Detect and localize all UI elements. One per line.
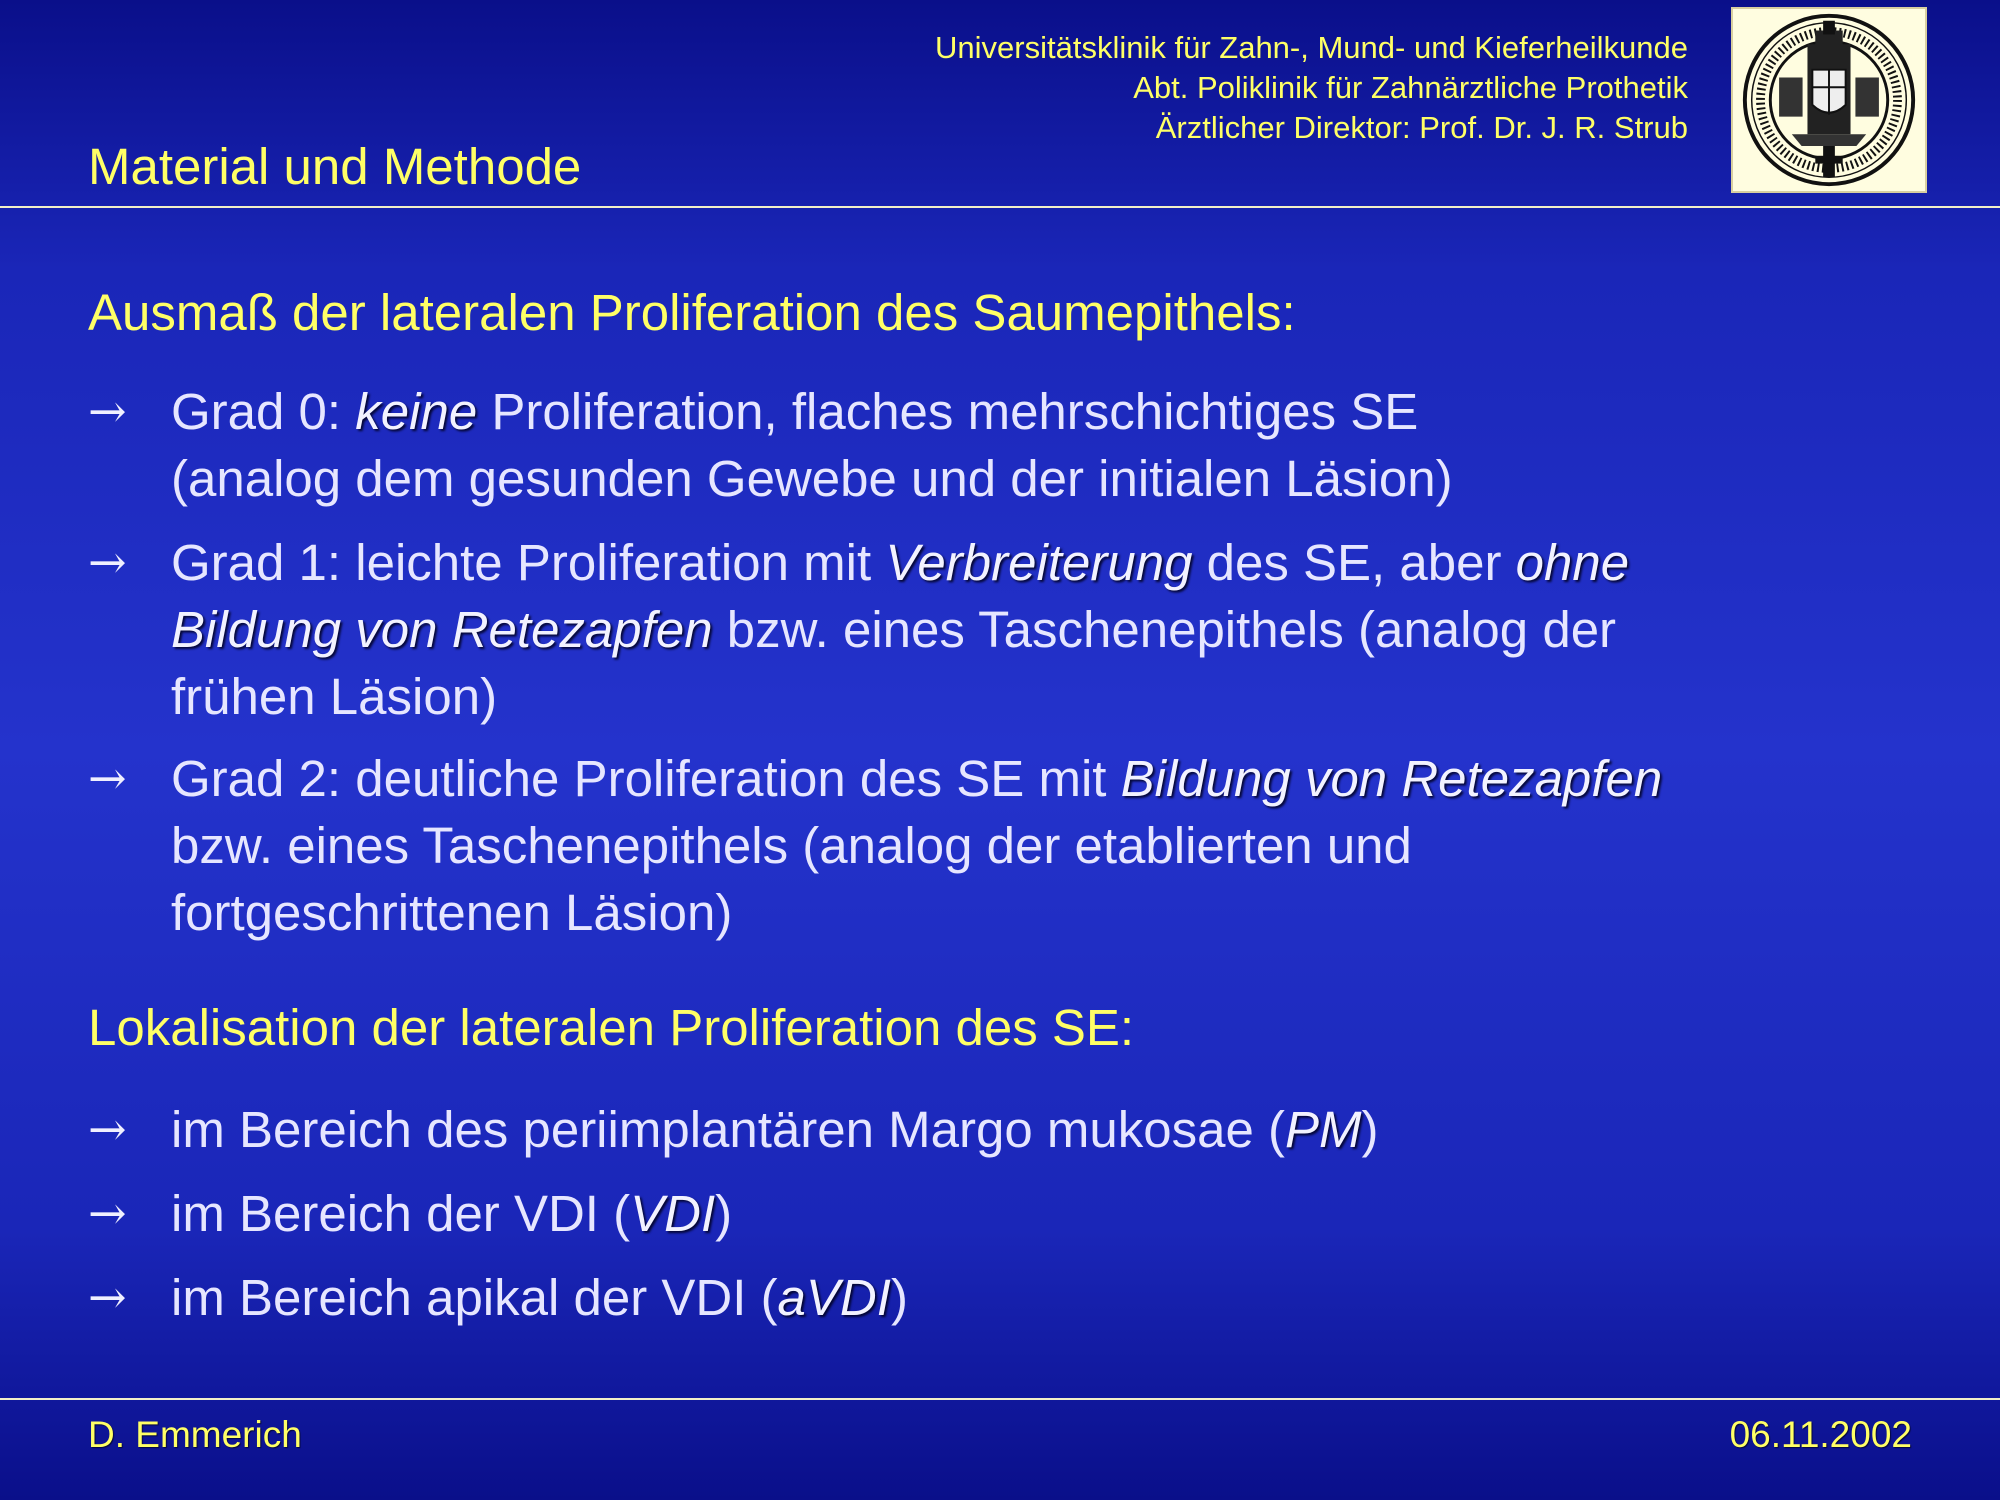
text-segment: bzw. eines Taschenepithels (analog der: [712, 601, 1617, 658]
text-segment: frühen Läsion): [171, 668, 498, 725]
department-name: Abt. Poliklinik für Zahnärztliche Prothetik: [1133, 70, 1688, 105]
clinic-info: [935, 28, 1688, 148]
footer-date: 06.11.2002: [1729, 1414, 1912, 1455]
bullet-grade-0: [88, 378, 1908, 512]
emphasized-text: ohne: [1515, 534, 1630, 591]
bullet-text: [171, 1264, 1908, 1331]
header-divider: [0, 206, 2000, 208]
text-segment: ): [1361, 1101, 1379, 1158]
text-segment: (analog dem gesunden Gewebe und der initialen Läsion): [171, 450, 1453, 507]
bullet-text: [171, 1096, 1908, 1163]
slide-title: Material und Methode: [88, 138, 582, 195]
text-line: [171, 879, 1908, 946]
arrow-right-icon: →: [88, 1102, 127, 1156]
arrow-right-icon: →: [88, 1270, 127, 1324]
text-segment: im Bereich des periimplantären Margo mukosae (: [171, 1101, 1285, 1158]
bullet-grade-2: [88, 745, 1908, 946]
emphasized-text: aVDI: [777, 1269, 891, 1326]
text-segment: Grad 1: leichte Proliferation mit: [171, 534, 886, 591]
text-segment: fortgeschrittenen Läsion): [171, 884, 733, 941]
emphasized-text: VDI: [630, 1185, 716, 1242]
emphasized-text: Verbreiterung: [885, 534, 1193, 591]
footer-divider: [0, 1398, 2000, 1400]
emphasized-text: Bildung von Retezapfen: [171, 601, 713, 658]
emphasized-text: Bildung von Retezapfen: [1120, 750, 1663, 807]
section-heading-proliferation: Ausmaß der lateralen Proliferation des Saumepithels:: [88, 284, 1296, 341]
text-line: [171, 529, 1908, 596]
text-line: [171, 812, 1908, 879]
emphasized-text: keine: [355, 383, 478, 440]
text-segment: des SE, aber: [1192, 534, 1516, 591]
bullet-location-pm: [88, 1096, 1908, 1163]
text-segment: im Bereich apikal der VDI (: [171, 1269, 778, 1326]
arrow-right-icon: →: [88, 751, 127, 805]
text-segment: Grad 2: deutliche Proliferation des SE mit: [171, 750, 1121, 807]
footer-author: D. Emmerich: [88, 1414, 302, 1455]
text-line: [171, 663, 1908, 730]
text-segment: bzw. eines Taschenepithels (analog der etablierten und: [171, 817, 1412, 874]
emphasized-text: PM: [1284, 1101, 1362, 1158]
bullet-text: [171, 529, 1908, 730]
section-heading-localisation: Lokalisation der lateralen Proliferation des SE:: [88, 999, 1135, 1056]
university-seal-icon: [1731, 7, 1927, 193]
text-line: [171, 445, 1908, 512]
text-segment: Proliferation, flaches mehrschichtiges SE: [477, 383, 1419, 440]
text-segment: ): [890, 1269, 908, 1326]
arrow-right-icon: →: [88, 535, 127, 589]
bullet-grade-1: [88, 529, 1908, 730]
text-segment: Grad 0:: [171, 383, 356, 440]
text-line: [171, 596, 1908, 663]
text-segment: im Bereich der VDI (: [171, 1185, 631, 1242]
bullet-text: [171, 378, 1908, 512]
bullet-text: [171, 1180, 1908, 1247]
clinic-name: Universitätsklinik für Zahn-, Mund- und Kieferheilkunde: [935, 30, 1688, 65]
text-segment: ): [715, 1185, 733, 1242]
text-line: [171, 1180, 1908, 1247]
arrow-right-icon: →: [88, 1186, 127, 1240]
text-line: [171, 378, 1908, 445]
text-line: [171, 1264, 1908, 1331]
bullet-location-avdi: [88, 1264, 1908, 1331]
bullet-text: [171, 745, 1908, 946]
arrow-right-icon: →: [88, 384, 127, 438]
text-line: [171, 1096, 1908, 1163]
director-name: Ärztlicher Direktor: Prof. Dr. J. R. Strub: [1155, 110, 1688, 145]
text-line: [171, 745, 1908, 812]
bullet-location-vdi: [88, 1180, 1908, 1247]
